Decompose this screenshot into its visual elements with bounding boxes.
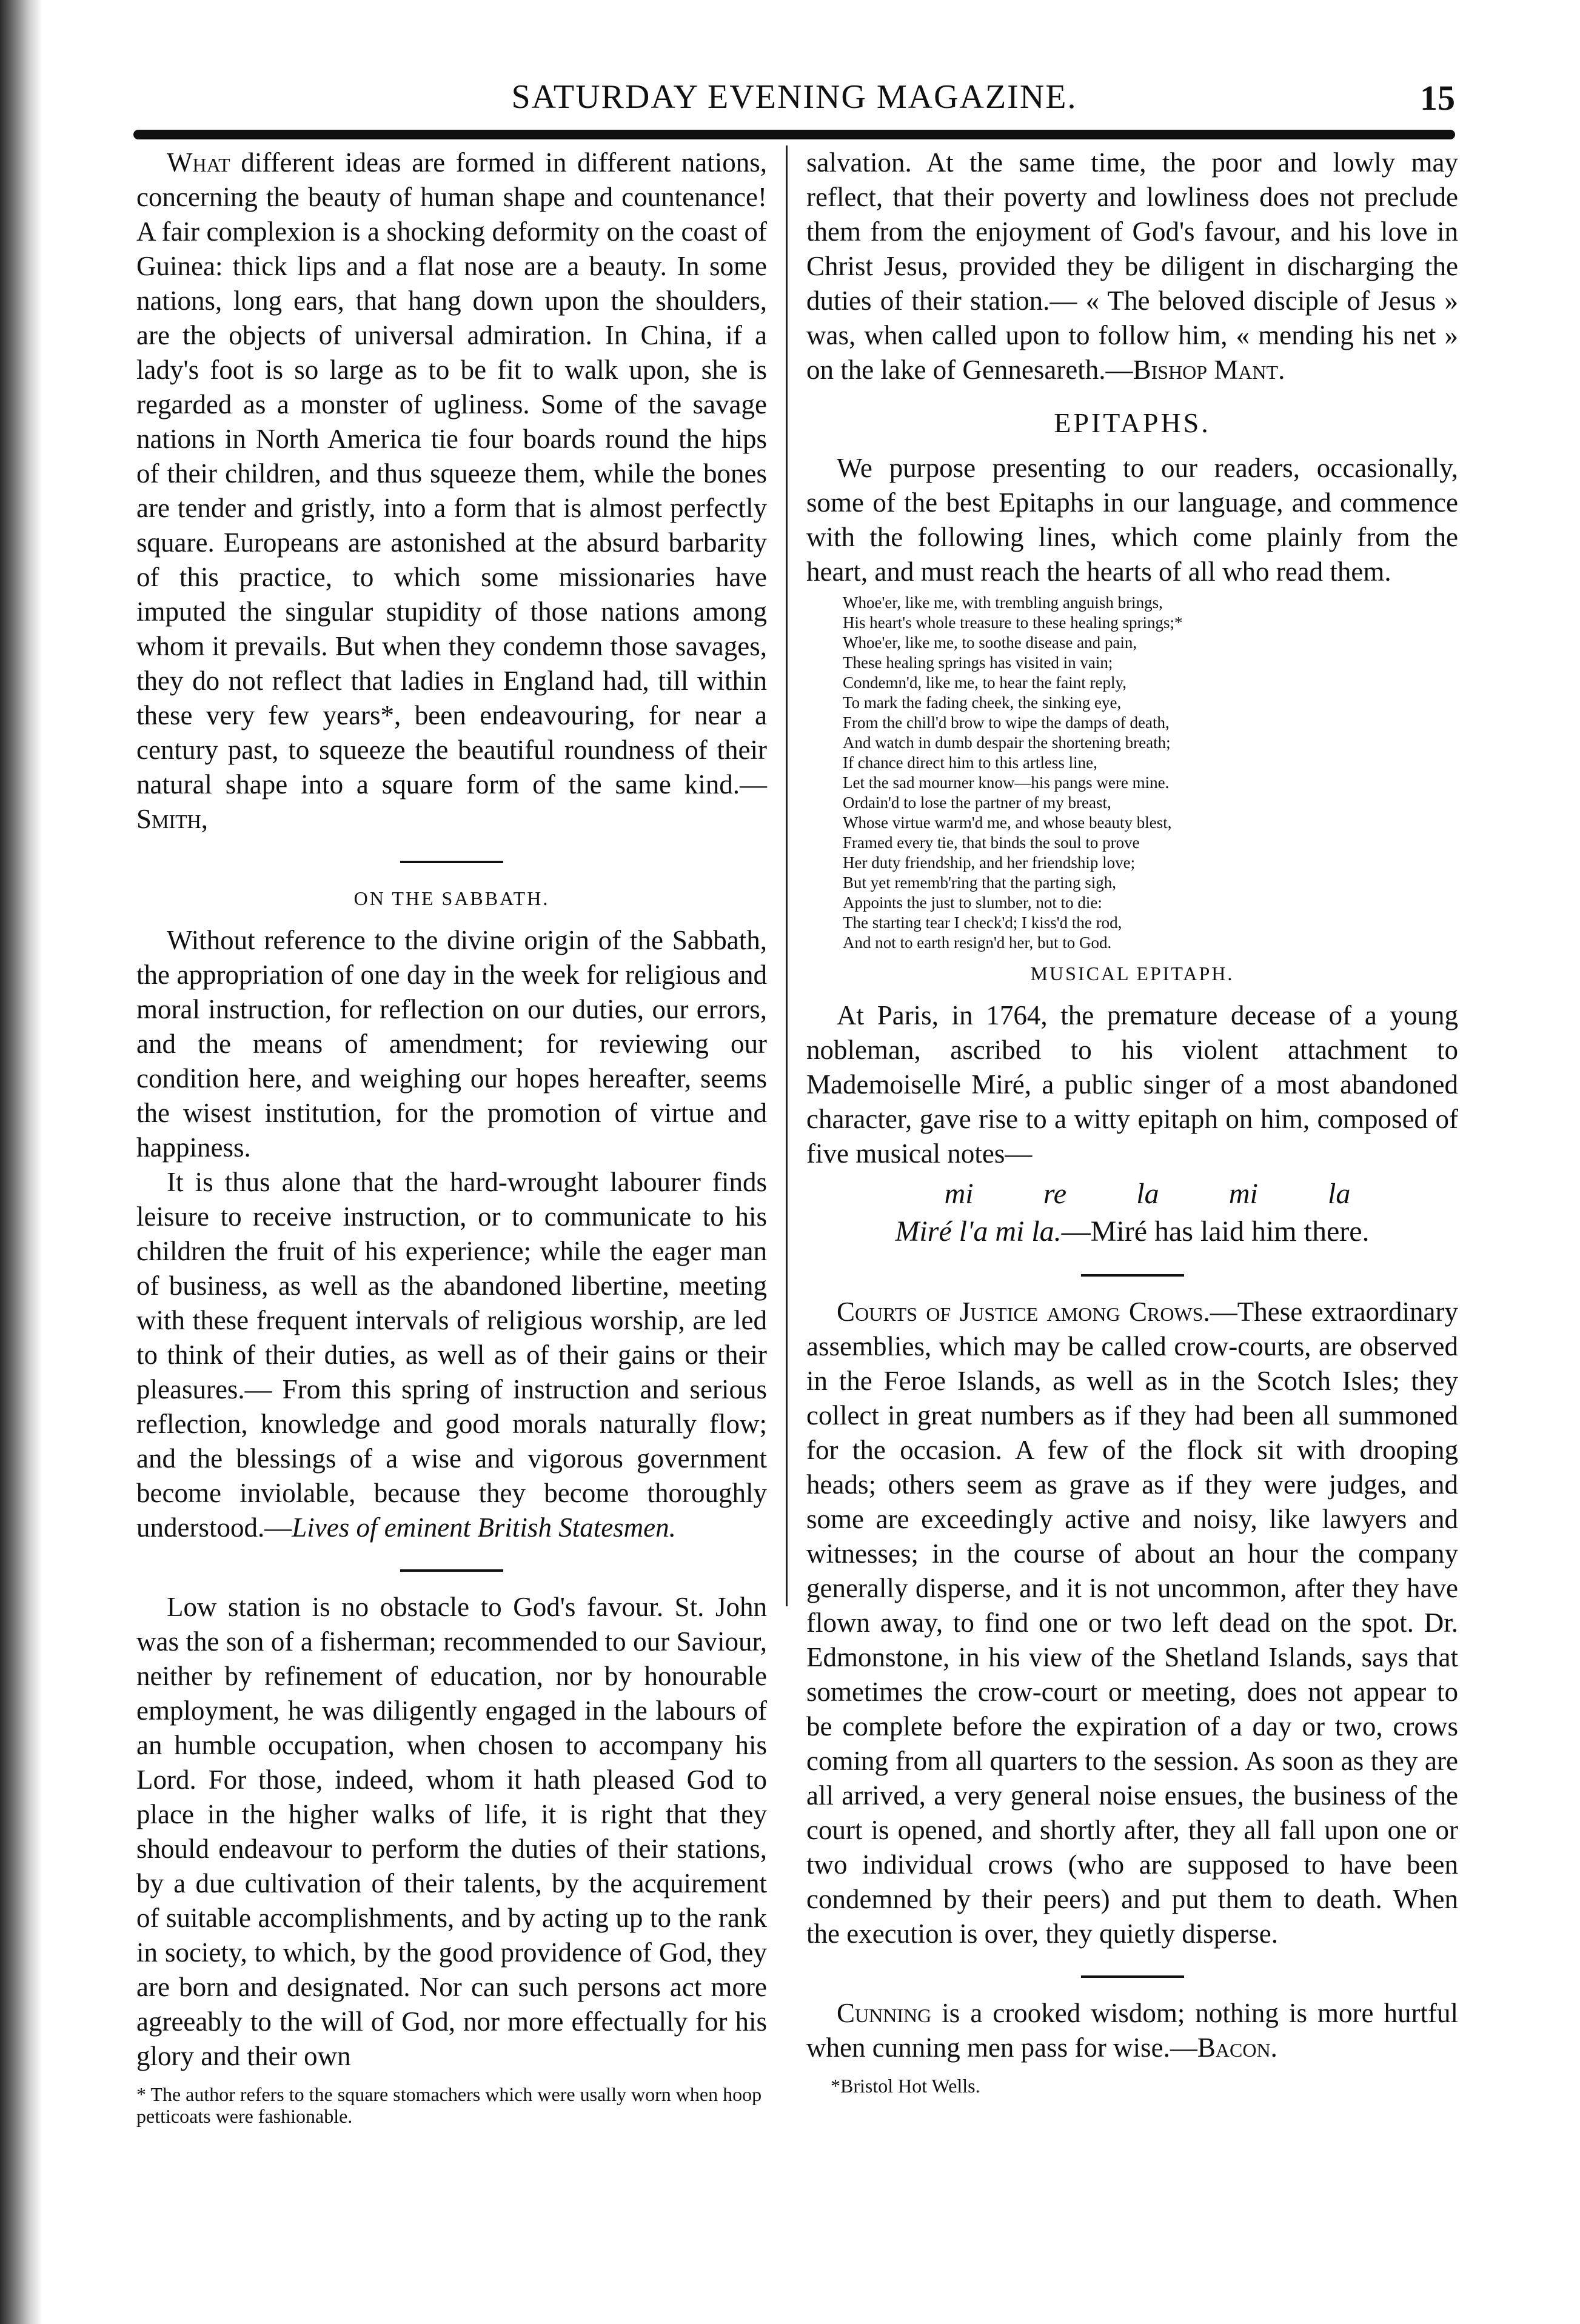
poem-line: Let the sad mourner know—his pangs were mine. <box>843 773 1170 792</box>
sabbath-heading: ON THE SABBATH. <box>353 887 550 909</box>
musical-epitaph-heading: MUSICAL EPITAPH. <box>1030 963 1234 984</box>
epitaphs-intro: We purpose presenting to our readers, occasionally, some of the best Epitaphs in our language, and commence with the following lines, which come plainly from the heart, and must reach the hearts of all who read them. <box>806 453 1458 587</box>
epitaph-translation <box>806 1214 1458 1250</box>
section-rule <box>400 861 503 863</box>
cunning-author: Bacon. <box>1197 2032 1277 2063</box>
poem-line: Ordain'd to lose the partner of my breast, <box>843 793 1111 812</box>
epitaph-poem <box>843 593 1458 953</box>
poem-line: Condemn'd, like me, to hear the faint reply, <box>843 673 1126 692</box>
section-rule <box>1081 1975 1184 1978</box>
low-station-article: Low station is no obstacle to God's favour. St. John was the son of a fisherman; recommended to our Saviour, neither by refinement of education, nor by honourable employment, he was diligently engaged in the labours of an humble occupation, when chosen to accompany his Lord. For those, indeed, whom it hath pleased God to place in the higher walks of life, it is right that they should endeavour to perform the duties of their stations, by a due cultivation of their talents, by the acquirement of suitable accomplishments, and by acting up to the rank in society, to which, by the good providence of God, they are born and designated. Nor can such persons act more agreeably to the will of God, nor more effectually for his glory and their own <box>136 1592 767 2071</box>
poem-line: But yet rememb'ring that the parting sigh, <box>843 873 1117 892</box>
column-divider <box>786 145 788 1606</box>
binding-gutter <box>0 0 42 2324</box>
beauty-lead: What <box>167 147 230 178</box>
poem-line: And watch in dumb despair the shortening breath; <box>843 733 1171 752</box>
crows-lead: Courts of Justice among Crows. <box>837 1297 1210 1327</box>
cunning-article <box>806 1996 1458 2065</box>
musical-note: la <box>1136 1178 1159 1210</box>
poem-line: Appoints the just to slumber, not to die: <box>843 893 1102 912</box>
header-rule <box>133 130 1455 139</box>
beauty-article <box>136 145 767 836</box>
sabbath-source: Lives of eminent British Statesmen. <box>292 1512 676 1543</box>
right-footnote: *Bristol Hot Wells. <box>831 2075 980 2097</box>
musical-note: mi <box>944 1178 974 1210</box>
salvation-paragraph <box>806 145 1458 387</box>
salvation-author: Bishop Mant. <box>1133 355 1285 385</box>
left-column <box>136 145 767 2127</box>
beauty-text: different ideas are formed in different nations, concerning the beauty of human shape and countenance! A fair complexion is a shocking deformity on the coast of Guinea: thick lips and a flat nose are a beauty. In some nations, long ears, that hang down upon the shoulders, are the objects of universal admiration. In China, if a lady's foot is so large as to be fit to walk upon, she is regarded as a monster of ugliness. Some of the savage nations in North America tie four boards round the hips of their children, and thus squeeze them, while the bones are tender and gristly, into a form that is almost perfectly square. Europeans are astonished at the absurd barbarity of this practice, to which some missionaries have imputed the singular stupidity of those nations among whom it prevails. But when they condemn those savages, they do not reflect that ladies in England had, till within these very few years*, been endeavouring, for near a century past, to squeeze the beautiful roundness of their natural shape into a square form of the same kind.— <box>136 147 767 800</box>
cunning-text: is a crooked wisdom; nothing is more hurtful when cunning men pass for wise.— <box>806 1998 1458 2063</box>
sabbath-paragraph-1: Without reference to the divine origin of the Sabbath, the appropriation of one day in the week for religious and moral instruction, for reflection on our duties, our errors, and the means of amendment; for reviewing our condition here, and weighing our hopes hereafter, seems the wisest institution, for the promotion of virtue and happiness. <box>136 925 767 1163</box>
poem-line: If chance direct him to this artless line, <box>843 753 1097 772</box>
epitaphs-heading: EPITAPHS. <box>1054 407 1211 438</box>
poem-line: Whose virtue warm'd me, and whose beauty blest, <box>843 813 1172 832</box>
epitaph-english: —Miré has laid him there. <box>1061 1215 1370 1247</box>
poem-line: And not to earth resign'd her, but to God. <box>843 933 1112 952</box>
poem-line: The starting tear I check'd; I kiss'd the rod, <box>843 913 1122 932</box>
sabbath-paragraph-2-text: It is thus alone that the hard-wrought labourer finds leisure to receive instruction, or to communicate to his children the fruit of his experience; while the eager man of business, as well as the abandoned libertine, meeting with these frequent intervals of religious worship, are led to think of their duties, as well as of their gains or their pleasures.— From this spring of instruction and serious reflection, knowledge and good morals naturally flow; and the blessings of a wise and vigorous government become inviolable, because they become thoroughly understood.— <box>136 1167 767 1543</box>
epitaph-french: Miré l'a mi la. <box>895 1215 1062 1247</box>
musical-note: mi <box>1228 1178 1258 1210</box>
crows-text: —These extraordinary assemblies, which may be called crow-courts, are observed in the Feroe Islands, as well as in the Scotch Isles; they collect in great numbers as if they had been all summoned for the occasion. A few of the flock sit with drooping heads; others seem as grave as if they were judges, and some are exceedingly active and noisy, like lawyers and witnesses; in the course of about an hour the company generally disperse, and it is not uncommon, after they have flown away, to find one or two left dead on the spot. Dr. Edmonstone, in his view of the Shetland Islands, says that sometimes the crow-court or meeting, does not appear to be complete before the expiration of a day or two, crows coming from all quarters to the session. As soon as they are all arrived, a very general noise ensues, the business of the court is opened, and shortly after, they all fall upon one or two individual crows (who are supposed to have been condemned by their peers) and put them to death. When the execution is over, they quietly disperse. <box>806 1297 1459 1949</box>
salvation-text: salvation. At the same time, the poor and lowly may reflect, that their poverty and lowliness does not preclude them from the enjoyment of God's favour, and his love in Christ Jesus, provided they be diligent in discharging the duties of their station.— « The beloved disciple of Jesus » was, when called upon to follow him, « mending his net » on the lake of Gennesareth.— <box>806 147 1458 385</box>
poem-line: These healing springs has visited in vain; <box>843 653 1113 672</box>
cunning-lead: Cunning <box>837 1998 932 2028</box>
crows-article <box>806 1295 1458 1951</box>
musical-notes <box>806 1176 1458 1212</box>
page-header <box>133 78 1455 126</box>
musical-note: la <box>1328 1178 1351 1210</box>
poem-line: Framed every tie, that binds the soul to prove <box>843 833 1140 852</box>
musical-note: re <box>1043 1178 1067 1210</box>
musical-epitaph-text: At Paris, in 1764, the premature decease of a young nobleman, ascribed to his violent attachment to Mademoiselle Miré, a public singer of a most abandoned character, gave rise to a witty epitaph on him, composed of five musical notes— <box>806 1000 1458 1169</box>
poem-line: To mark the fading cheek, the sinking eye, <box>843 693 1122 712</box>
page-number: 15 <box>1420 78 1455 118</box>
poem-line: From the chill'd brow to wipe the damps of death, <box>843 713 1170 732</box>
section-rule <box>400 1569 503 1572</box>
poem-line: Whoe'er, like me, with trembling anguish brings, <box>843 593 1163 612</box>
poem-line: Whoe'er, like me, to soothe disease and pain, <box>843 633 1137 652</box>
section-rule <box>1081 1274 1184 1277</box>
right-column <box>806 145 1458 2097</box>
poem-line: Her duty friendship, and her friendship love; <box>843 853 1136 872</box>
sabbath-paragraph-2 <box>136 1165 767 1545</box>
poem-line: His heart's whole treasure to these healing springs;* <box>843 613 1183 632</box>
beauty-author: Smith, <box>136 804 209 834</box>
running-title: SATURDAY EVENING MAGAZINE. <box>511 78 1077 116</box>
left-footnote: * The author refers to the square stomachers which were usally worn when hoop petticoats were fashionable. <box>136 2083 762 2127</box>
